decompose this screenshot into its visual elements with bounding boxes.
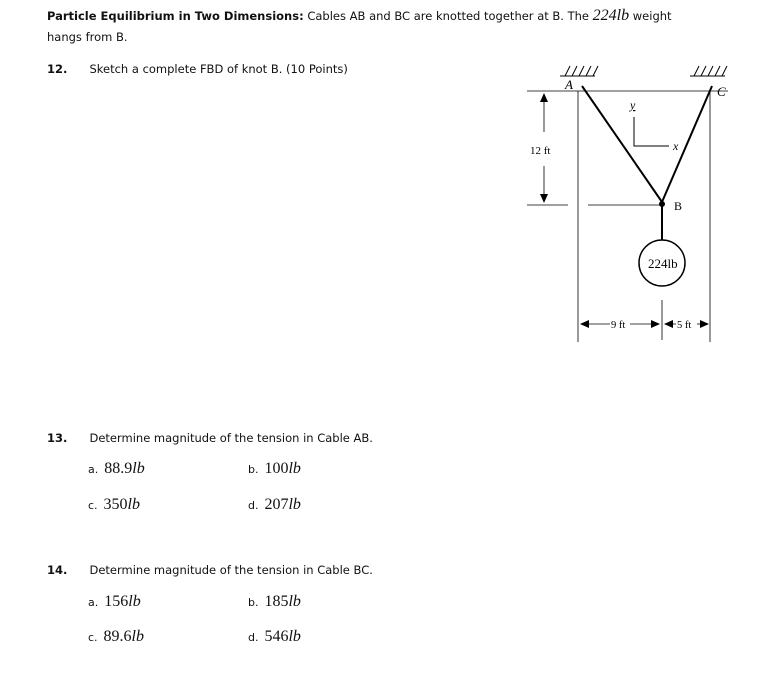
label-y: y bbox=[630, 98, 636, 112]
axis-indicator bbox=[634, 117, 669, 146]
label-9ft: 9 ft bbox=[611, 320, 626, 331]
label-weight: 224lb bbox=[648, 256, 678, 271]
knot-b-dot bbox=[659, 201, 665, 207]
q13-option-a[interactable]: a. 88.9lb bbox=[88, 460, 145, 477]
dim-arrowhead-5ft-right bbox=[700, 320, 709, 328]
question-13 bbox=[47, 427, 373, 446]
dim-arrowhead-9ft-right bbox=[651, 320, 660, 328]
question-text: Determine magnitude of the tension in Cable AB. bbox=[89, 431, 373, 445]
section-title: Particle Equilibrium in Two Dimensions: bbox=[47, 9, 304, 23]
q14-option-b[interactable]: b. 185lb bbox=[248, 593, 301, 610]
label-x: x bbox=[673, 139, 679, 153]
intro-weight: 224lb bbox=[592, 7, 630, 24]
label-b: B bbox=[674, 199, 683, 213]
q14-option-c[interactable]: c. 89.6lb bbox=[88, 628, 144, 645]
q13-option-c[interactable]: c. 350lb bbox=[88, 496, 140, 513]
dim-arrowhead-up bbox=[540, 93, 548, 102]
label-12ft: 12 ft bbox=[530, 145, 551, 157]
q13-option-b[interactable]: b. 100lb bbox=[248, 460, 301, 477]
label-a: A bbox=[565, 77, 573, 92]
intro-text: Cables AB and BC are knotted together at B. The bbox=[307, 9, 589, 23]
question-number: 13. bbox=[47, 431, 68, 445]
cable-bc bbox=[662, 86, 712, 202]
dim-arrowhead-5ft-left bbox=[664, 320, 673, 328]
q14-option-d[interactable]: d. 546lb bbox=[248, 628, 301, 645]
dim-arrowhead-down bbox=[540, 194, 548, 203]
q14-option-a[interactable]: a. 156lb bbox=[88, 593, 141, 610]
question-text: Determine magnitude of the tension in Cable BC. bbox=[89, 563, 373, 577]
intro-line-2: hangs from B. bbox=[47, 30, 128, 44]
cable-ab bbox=[582, 86, 662, 202]
dim-arrowhead-9ft-left bbox=[580, 320, 589, 328]
label-c: C bbox=[717, 84, 726, 99]
question-number: 12. bbox=[47, 62, 68, 76]
question-text: Sketch a complete FBD of knot B. (10 Points) bbox=[89, 62, 348, 76]
q13-option-d[interactable]: d. 207lb bbox=[248, 496, 301, 513]
support-hatch-right bbox=[690, 66, 727, 76]
support-hatch-left bbox=[560, 66, 598, 76]
question-number: 14. bbox=[47, 563, 68, 577]
label-5ft: 5 ft bbox=[677, 320, 692, 331]
question-14 bbox=[47, 559, 373, 578]
intro-text-after: weight bbox=[632, 9, 672, 23]
